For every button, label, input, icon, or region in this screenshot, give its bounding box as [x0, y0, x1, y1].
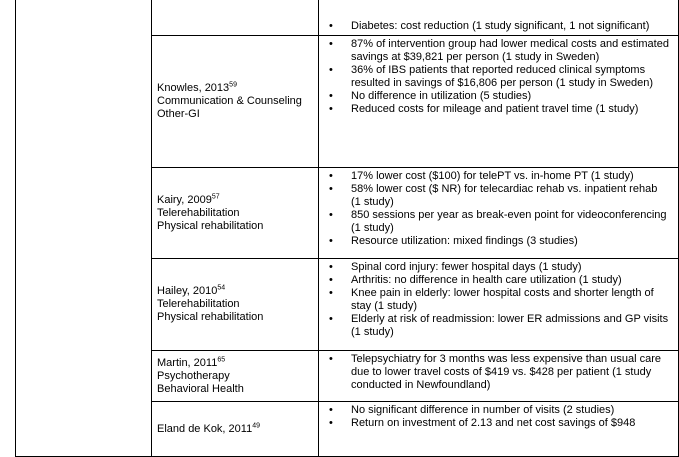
finding-item: • Diabetes: cost reduction (1 study significant, 1 not significant) [319, 20, 670, 33]
findings-cell [319, 168, 679, 259]
evidence-table [15, 0, 679, 457]
study-domain: Physical rehabilitation [157, 311, 264, 323]
citation-text: Knowles, 2013 [157, 82, 230, 94]
category-cell-empty [16, 0, 152, 457]
study-domain: Other-GI [157, 108, 200, 120]
study-intervention: Telerehabilitation [157, 298, 240, 310]
finding-item: • Return on investment of 2.13 and net cost savings of $948 [319, 417, 670, 430]
findings-list [319, 261, 670, 339]
findings-list [319, 170, 670, 248]
finding-item: • No significant difference in number of visits (2 studies) [319, 404, 670, 417]
finding-item: • Resource utilization: mixed findings (3 studies) [319, 235, 670, 248]
findings-list [319, 20, 670, 33]
findings-cell [319, 402, 679, 457]
study-cell [152, 351, 319, 402]
study-intervention: Psychotherapy [157, 369, 230, 382]
findings-list [319, 38, 670, 116]
finding-item: • 17% lower cost ($100) for telePT vs. in-home PT (1 study) [319, 170, 670, 183]
citation-text: Kairy, 2009 [157, 193, 212, 206]
findings-cell [319, 351, 679, 402]
findings-cell [319, 36, 679, 168]
table-row [16, 0, 679, 36]
finding-item: • Spinal cord injury: fewer hospital days (1 study) [319, 261, 670, 274]
finding-item: • No difference in utilization (5 studies) [319, 90, 670, 103]
study-cell [152, 168, 319, 259]
evidence-table-container [15, 0, 679, 457]
finding-item: • Elderly at risk of readmission: lower ER admissions and GP visits (1 study) [319, 313, 670, 339]
reference-superscript: 49 [252, 421, 260, 429]
study-domain: Behavioral Health [157, 382, 244, 395]
study-cell-empty [152, 0, 319, 36]
finding-item: • 850 sessions per year as break-even point for videoconferencing (1 study) [319, 209, 670, 235]
reference-superscript: 57 [211, 192, 220, 200]
citation-text: Eland de Kok, 2011 [157, 422, 253, 435]
citation-text: Hailey, 2010 [157, 285, 218, 297]
finding-item: • Telepsychiatry for 3 months was less expensive than usual care due to lower travel costs of $419 vs. $428 per patient (1 study conducted in Newfoundland) [319, 353, 670, 392]
study-citation [157, 194, 314, 207]
study-domain: Physical rehabilitation [157, 219, 264, 232]
reference-superscript: 59 [229, 81, 237, 89]
finding-item: • 58% lower cost ($ NR) for telecardiac rehab vs. inpatient rehab (1 study) [319, 183, 670, 209]
study-cell [152, 259, 319, 351]
findings-list [319, 404, 670, 430]
study-citation [157, 423, 314, 436]
finding-item: • Reduced costs for mileage and patient travel time (1 study) [319, 103, 670, 116]
finding-item: • 36% of IBS patients that reported reduced clinical symptoms resulted in savings of $16,806 per person (1 study in Sweden) [319, 64, 670, 90]
findings-cell [319, 0, 679, 36]
findings-cell [319, 259, 679, 351]
study-citation [157, 285, 314, 298]
finding-item: • Arthritis: no difference in health care utilization (1 study) [319, 274, 670, 287]
finding-item: • Knee pain in elderly: lower hospital costs and shorter length of stay (1 study) [319, 287, 670, 313]
study-intervention: Telerehabilitation [157, 206, 240, 219]
finding-item: • 87% of intervention group had lower medical costs and estimated savings at $39,821 per person (1 study in Sweden) [319, 38, 670, 64]
findings-list [319, 353, 670, 392]
study-citation [157, 82, 314, 95]
reference-superscript: 54 [217, 284, 226, 292]
study-citation [157, 357, 314, 370]
study-intervention: Communication & Counseling [157, 95, 302, 107]
reference-superscript: 65 [217, 355, 226, 363]
citation-text: Martin, 2011 [157, 356, 218, 369]
study-cell [152, 36, 319, 168]
study-cell [152, 402, 319, 457]
